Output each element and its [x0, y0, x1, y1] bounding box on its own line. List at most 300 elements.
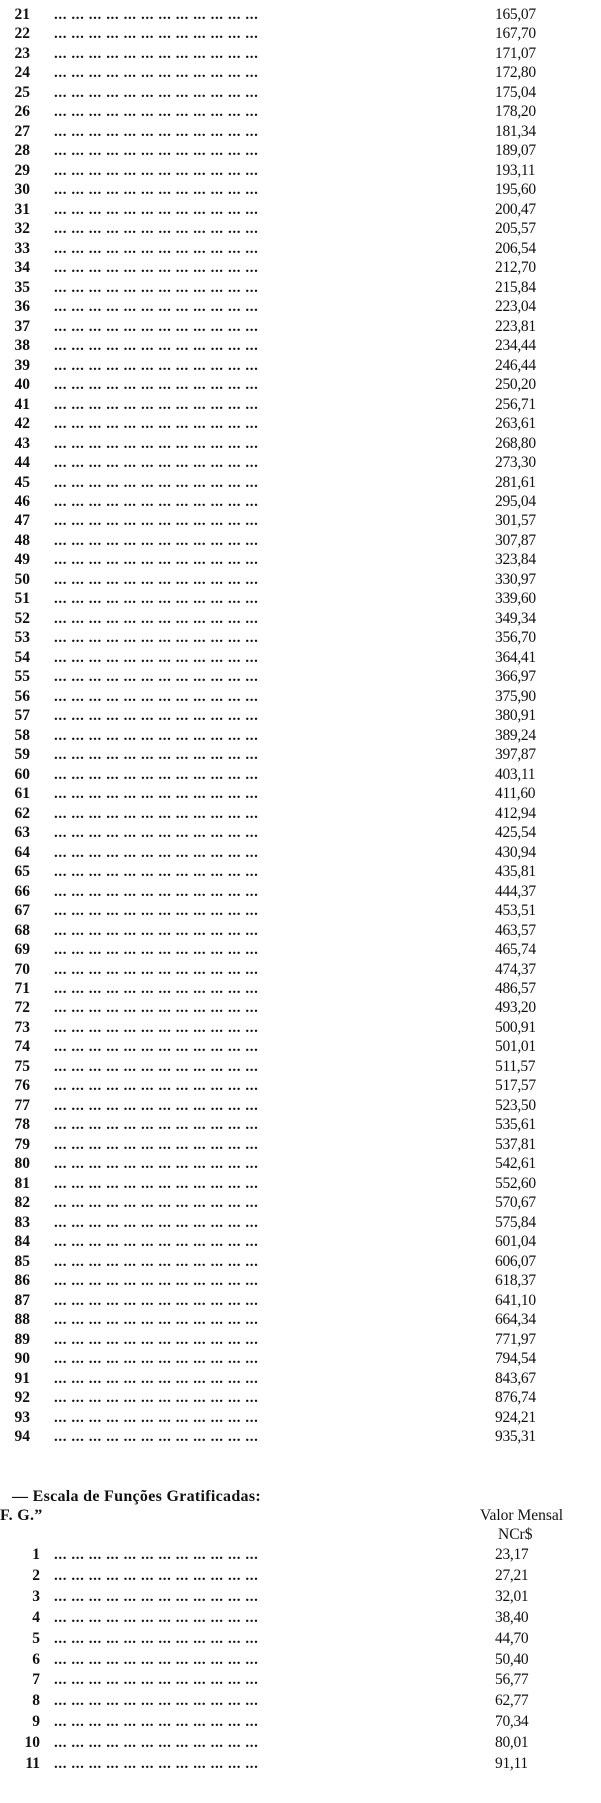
- table-row: [0, 454, 601, 472]
- table-row: [0, 922, 601, 940]
- row-value: 32,01: [495, 1587, 529, 1605]
- table-row: [0, 298, 601, 316]
- table-row: [0, 396, 601, 414]
- dot-leader: ... ... ... ... ... ... ... ... ... ... ... ...: [54, 688, 259, 705]
- row-value: 397,87: [495, 746, 536, 764]
- row-number: 79: [14, 1135, 30, 1153]
- row-value: 27,21: [495, 1566, 529, 1584]
- row-number: 58: [14, 726, 30, 744]
- dot-leader: ... ... ... ... ... ... ... ... ... ... ... ...: [54, 45, 259, 62]
- row-number: 90: [14, 1350, 30, 1368]
- dot-leader: ... ... ... ... ... ... ... ... ... ... ... ...: [54, 1693, 259, 1710]
- dot-leader: ... ... ... ... ... ... ... ... ... ... ... ...: [54, 1273, 259, 1290]
- row-value: 50,40: [495, 1650, 529, 1668]
- table-row: [0, 162, 601, 180]
- dot-leader: ... ... ... ... ... ... ... ... ... ... ... ...: [54, 338, 259, 355]
- dot-leader: ... ... ... ... ... ... ... ... ... ... ... ...: [54, 1351, 259, 1368]
- table-row: [0, 415, 601, 433]
- row-number: 86: [14, 1272, 30, 1290]
- row-value: 465,74: [495, 941, 536, 959]
- dot-leader: ... ... ... ... ... ... ... ... ... ... ... ...: [54, 396, 259, 413]
- table-row: [0, 1567, 601, 1585]
- row-value: 23,17: [495, 1546, 529, 1563]
- dot-leader: ... ... ... ... ... ... ... ... ... ... ... ...: [54, 143, 259, 160]
- row-value: 223,81: [495, 317, 536, 335]
- row-value: 523,50: [495, 1096, 536, 1114]
- table-row: [0, 435, 601, 453]
- table-row: [0, 746, 601, 764]
- row-number: 83: [14, 1213, 30, 1231]
- row-number: 10: [24, 1734, 40, 1752]
- dot-leader: ... ... ... ... ... ... ... ... ... ... ... ...: [54, 727, 259, 744]
- column-header-unit: NCr$: [498, 1526, 533, 1543]
- dot-leader: ... ... ... ... ... ... ... ... ... ... ... ...: [54, 1078, 259, 1095]
- row-value: 256,71: [495, 395, 536, 413]
- row-number: 73: [14, 1018, 30, 1036]
- row-value: 172,80: [495, 64, 536, 82]
- section-code: F. G.”: [0, 1507, 43, 1524]
- row-value: 444,37: [495, 882, 536, 900]
- dot-leader: ... ... ... ... ... ... ... ... ... ... ... ...: [54, 1292, 259, 1309]
- dot-leader: ... ... ... ... ... ... ... ... ... ... ... ...: [54, 766, 259, 783]
- row-value: 263,61: [495, 415, 536, 433]
- dot-leader: ... ... ... ... ... ... ... ... ... ... ... ...: [54, 279, 259, 296]
- row-number: 23: [14, 44, 30, 62]
- table-row: [0, 1292, 601, 1310]
- table-row: [0, 1038, 601, 1056]
- row-number: 1: [32, 1546, 40, 1563]
- table-row: [0, 1630, 601, 1648]
- dot-leader: ... ... ... ... ... ... ... ... ... ... ... ...: [54, 455, 259, 472]
- row-number: 71: [14, 980, 30, 997]
- dot-leader: ... ... ... ... ... ... ... ... ... ... ... ...: [54, 299, 259, 316]
- dot-leader: ... ... ... ... ... ... ... ... ... ... ... ...: [54, 1000, 259, 1017]
- column-header-value: Valor Mensal: [480, 1507, 564, 1524]
- table-row: [0, 727, 601, 745]
- table-row: [0, 668, 601, 686]
- table-row: [0, 1136, 601, 1154]
- dot-leader: ... ... ... ... ... ... ... ... ... ... ... ...: [54, 708, 259, 725]
- row-value: 664,34: [495, 1311, 536, 1329]
- dot-leader: ... ... ... ... ... ... ... ... ... ... ... ...: [54, 903, 259, 920]
- table-row: [0, 1713, 601, 1731]
- dot-leader: ... ... ... ... ... ... ... ... ... ... ... ...: [54, 1714, 259, 1731]
- row-value: 234,44: [495, 337, 536, 355]
- row-value: 295,04: [495, 493, 536, 510]
- table-row: [0, 1331, 601, 1349]
- row-value: 552,60: [495, 1174, 536, 1192]
- row-number: 94: [14, 1428, 30, 1446]
- row-value: 366,97: [495, 668, 536, 686]
- table-row: [0, 1194, 601, 1212]
- table-row: [0, 1370, 601, 1388]
- dot-leader: ... ... ... ... ... ... ... ... ... ... ... ...: [54, 1567, 259, 1584]
- row-value: 430,94: [495, 843, 536, 861]
- table-row: [0, 1609, 601, 1627]
- row-number: 78: [14, 1116, 30, 1134]
- table-row: [0, 201, 601, 219]
- row-number: 63: [14, 824, 30, 842]
- row-number: 50: [14, 570, 30, 588]
- dot-leader: ... ... ... ... ... ... ... ... ... ... ... ...: [54, 1630, 259, 1647]
- table-row: [0, 1214, 601, 1232]
- row-number: 59: [14, 746, 30, 764]
- dot-leader: ... ... ... ... ... ... ... ... ... ... ... ...: [54, 1214, 259, 1231]
- section-title: — Escala de Funções Gratificadas:: [12, 1488, 261, 1505]
- table-row: [0, 785, 601, 803]
- row-value: 246,44: [495, 356, 536, 374]
- dot-leader: ... ... ... ... ... ... ... ... ... ... ... ...: [54, 1312, 259, 1329]
- dot-leader: ... ... ... ... ... ... ... ... ... ... ... ...: [54, 104, 259, 121]
- table-row: [0, 1311, 601, 1329]
- dot-leader: ... ... ... ... ... ... ... ... ... ... ... ...: [54, 1672, 259, 1689]
- row-number: 2: [32, 1566, 40, 1584]
- dot-leader: ... ... ... ... ... ... ... ... ... ... ... ...: [54, 1234, 259, 1251]
- table-row: [0, 649, 601, 667]
- row-value: 537,81: [495, 1135, 536, 1153]
- dot-leader: ... ... ... ... ... ... ... ... ... ... ... ...: [54, 1756, 259, 1772]
- row-number: 30: [14, 181, 30, 199]
- row-value: 70,34: [495, 1713, 529, 1731]
- row-value: 606,07: [495, 1252, 536, 1270]
- row-number: 42: [14, 415, 30, 433]
- table-row: [0, 844, 601, 862]
- table-row: [0, 1116, 601, 1134]
- row-value: 389,24: [495, 726, 536, 744]
- table-row: [0, 941, 601, 959]
- table-row: [0, 688, 601, 706]
- row-value: 323,84: [495, 551, 536, 569]
- row-number: 87: [14, 1291, 30, 1309]
- dot-leader: ... ... ... ... ... ... ... ... ... ... ... ...: [54, 591, 259, 608]
- row-value: 474,37: [495, 960, 536, 978]
- row-value: 62,77: [495, 1692, 529, 1710]
- table-row: [0, 532, 601, 550]
- dot-leader: ... ... ... ... ... ... ... ... ... ... ... ...: [54, 377, 259, 394]
- row-value: 435,81: [495, 863, 536, 881]
- row-number: 34: [14, 259, 30, 277]
- row-number: 75: [14, 1057, 30, 1075]
- row-value: 511,57: [495, 1057, 536, 1075]
- table-row: [0, 64, 601, 82]
- row-number: 36: [14, 298, 30, 316]
- table-row: [0, 999, 601, 1017]
- table-row: [0, 123, 601, 141]
- row-value: 493,20: [495, 999, 536, 1017]
- table-row: [0, 337, 601, 355]
- table-row: [0, 1409, 601, 1427]
- dot-leader: ... ... ... ... ... ... ... ... ... ... ... ...: [54, 1097, 259, 1114]
- dot-leader: ... ... ... ... ... ... ... ... ... ... ... ...: [54, 1253, 259, 1270]
- table-row: [0, 103, 601, 121]
- row-number: 65: [14, 863, 30, 881]
- row-number: 67: [14, 902, 30, 920]
- dot-leader: ... ... ... ... ... ... ... ... ... ... ... ...: [54, 552, 259, 569]
- dot-leader: ... ... ... ... ... ... ... ... ... ... ... ...: [54, 825, 259, 842]
- dot-leader: ... ... ... ... ... ... ... ... ... ... ... ...: [54, 786, 259, 803]
- table-row: [0, 1058, 601, 1076]
- row-number: 76: [14, 1077, 30, 1095]
- table-row: [0, 1755, 601, 1773]
- table-row: [0, 571, 601, 589]
- row-value: 570,67: [495, 1194, 536, 1212]
- table-row: [0, 1077, 601, 1095]
- table-row: [0, 863, 601, 881]
- row-value: 193,11: [495, 161, 536, 179]
- table-row: [0, 493, 601, 511]
- table-row: [0, 1019, 601, 1037]
- table-row: [0, 629, 601, 647]
- row-value: 273,30: [495, 454, 536, 472]
- row-number: 49: [14, 551, 30, 569]
- dot-leader: ... ... ... ... ... ... ... ... ... ... ... ...: [54, 513, 259, 530]
- table-row: [0, 610, 601, 628]
- row-number: 5: [32, 1629, 40, 1647]
- table-row: [0, 181, 601, 199]
- row-value: 641,10: [495, 1291, 536, 1309]
- row-value: 165,07: [495, 6, 536, 23]
- dot-leader: ... ... ... ... ... ... ... ... ... ... ... ...: [54, 1019, 259, 1036]
- row-value: 601,04: [495, 1233, 536, 1251]
- row-number: 4: [32, 1608, 40, 1626]
- row-number: 82: [14, 1194, 30, 1212]
- row-value: 794,54: [495, 1350, 536, 1368]
- row-number: 61: [14, 785, 30, 803]
- row-value: 189,07: [495, 142, 536, 160]
- row-number: 74: [14, 1038, 30, 1056]
- table-row: [0, 1546, 601, 1564]
- dot-leader: ... ... ... ... ... ... ... ... ... ... ... ...: [54, 1609, 259, 1626]
- table-row: [0, 1651, 601, 1669]
- table-row: [0, 45, 601, 63]
- dot-leader: ... ... ... ... ... ... ... ... ... ... ... ...: [54, 669, 259, 686]
- row-number: 55: [14, 668, 30, 686]
- table-row: [0, 84, 601, 102]
- dot-leader: ... ... ... ... ... ... ... ... ... ... ... ...: [54, 747, 259, 764]
- row-value: 212,70: [495, 259, 536, 277]
- table-row: [0, 1588, 601, 1606]
- row-value: 38,40: [495, 1608, 529, 1626]
- row-number: 35: [14, 278, 30, 296]
- row-number: 70: [14, 960, 30, 978]
- table-row: [0, 1155, 601, 1173]
- dot-leader: ... ... ... ... ... ... ... ... ... ... ... ...: [54, 571, 259, 588]
- table-row: [0, 142, 601, 160]
- row-value: 171,07: [495, 44, 536, 62]
- row-number: 81: [14, 1174, 30, 1192]
- row-value: 175,04: [495, 83, 536, 101]
- table-row: [0, 474, 601, 492]
- dot-leader: ... ... ... ... ... ... ... ... ... ... ... ...: [54, 182, 259, 199]
- dot-leader: ... ... ... ... ... ... ... ... ... ... ... ...: [54, 1058, 259, 1075]
- row-number: 45: [14, 473, 30, 491]
- row-value: 876,74: [495, 1389, 536, 1407]
- table-row: [0, 1233, 601, 1251]
- dot-leader: ... ... ... ... ... ... ... ... ... ... ... ...: [54, 162, 259, 179]
- row-number: 72: [14, 999, 30, 1017]
- row-number: 38: [14, 337, 30, 355]
- row-value: 843,67: [495, 1369, 536, 1387]
- table-row: [0, 590, 601, 608]
- dot-leader: ... ... ... ... ... ... ... ... ... ... ... ...: [54, 1156, 259, 1173]
- dot-leader: ... ... ... ... ... ... ... ... ... ... ... ...: [54, 416, 259, 433]
- dot-leader: ... ... ... ... ... ... ... ... ... ... ... ...: [54, 532, 259, 549]
- row-number: 85: [14, 1252, 30, 1270]
- dot-leader: ... ... ... ... ... ... ... ... ... ... ... ...: [54, 435, 259, 452]
- row-value: 349,34: [495, 609, 536, 627]
- row-number: 27: [14, 122, 30, 140]
- dot-leader: ... ... ... ... ... ... ... ... ... ... ... ...: [54, 1390, 259, 1407]
- row-number: 53: [14, 629, 30, 647]
- row-value: 44,70: [495, 1629, 529, 1647]
- dot-leader: ... ... ... ... ... ... ... ... ... ... ... ...: [54, 649, 259, 666]
- table-row: [0, 1734, 601, 1752]
- table-row: [0, 1272, 601, 1290]
- dot-leader: ... ... ... ... ... ... ... ... ... ... ... ...: [54, 1039, 259, 1056]
- table-row: [0, 6, 601, 24]
- table-row: [0, 1671, 601, 1689]
- dot-leader: ... ... ... ... ... ... ... ... ... ... ... ...: [54, 1588, 259, 1605]
- row-number: 21: [14, 6, 30, 23]
- dot-leader: ... ... ... ... ... ... ... ... ... ... ... ...: [54, 1136, 259, 1153]
- dot-leader: ... ... ... ... ... ... ... ... ... ... ... ...: [54, 1370, 259, 1387]
- row-number: 80: [14, 1155, 30, 1173]
- dot-leader: ... ... ... ... ... ... ... ... ... ... ... ...: [54, 1175, 259, 1192]
- row-value: 486,57: [495, 980, 536, 997]
- dot-leader: ... ... ... ... ... ... ... ... ... ... ... ...: [54, 318, 259, 335]
- row-value: 463,57: [495, 921, 536, 939]
- row-number: 69: [14, 941, 30, 959]
- row-value: 339,60: [495, 590, 536, 608]
- dot-leader: ... ... ... ... ... ... ... ... ... ... ... ...: [54, 864, 259, 881]
- row-number: 46: [14, 493, 30, 510]
- row-number: 9: [32, 1713, 40, 1731]
- dot-leader: ... ... ... ... ... ... ... ... ... ... ... ...: [54, 942, 259, 959]
- row-number: 47: [14, 512, 30, 530]
- dot-leader: ... ... ... ... ... ... ... ... ... ... ... ...: [54, 1409, 259, 1426]
- row-number: 77: [14, 1096, 30, 1114]
- dot-leader: ... ... ... ... ... ... ... ... ... ... ... ...: [54, 494, 259, 510]
- row-number: 11: [25, 1755, 40, 1772]
- row-number: 39: [14, 356, 30, 374]
- row-number: 22: [14, 25, 30, 43]
- row-number: 51: [14, 590, 30, 608]
- table-row: [0, 1097, 601, 1115]
- dot-leader: ... ... ... ... ... ... ... ... ... ... ... ...: [54, 123, 259, 140]
- dot-leader: ... ... ... ... ... ... ... ... ... ... ... ...: [54, 26, 259, 43]
- table-row: [0, 824, 601, 842]
- dot-leader: ... ... ... ... ... ... ... ... ... ... ... ...: [54, 260, 259, 277]
- dot-leader: ... ... ... ... ... ... ... ... ... ... ... ...: [54, 7, 259, 23]
- table-row: [0, 883, 601, 901]
- row-value: 380,91: [495, 707, 536, 725]
- table-row: [0, 240, 601, 258]
- row-number: 62: [14, 804, 30, 822]
- row-value: 411,60: [495, 785, 536, 803]
- row-value: 178,20: [495, 103, 536, 121]
- table-row: [0, 551, 601, 569]
- dot-leader: ... ... ... ... ... ... ... ... ... ... ... ...: [54, 610, 259, 627]
- table-row: [0, 279, 601, 297]
- row-number: 33: [14, 239, 30, 257]
- dot-leader: ... ... ... ... ... ... ... ... ... ... ... ...: [54, 240, 259, 257]
- row-number: 3: [32, 1587, 40, 1605]
- row-value: 281,61: [495, 473, 536, 491]
- row-number: 56: [14, 687, 30, 705]
- table-row: [0, 1692, 601, 1710]
- row-value: 535,61: [495, 1116, 536, 1134]
- row-value: 364,41: [495, 648, 536, 666]
- row-value: 301,57: [495, 512, 536, 530]
- row-number: 29: [14, 161, 30, 179]
- row-value: 501,01: [495, 1038, 536, 1056]
- row-number: 25: [14, 83, 30, 101]
- dot-leader: ... ... ... ... ... ... ... ... ... ... ... ...: [54, 1429, 259, 1446]
- row-value: 542,61: [495, 1155, 536, 1173]
- row-number: 89: [14, 1330, 30, 1348]
- row-number: 48: [14, 531, 30, 549]
- row-value: 206,54: [495, 239, 536, 257]
- row-number: 32: [14, 220, 30, 238]
- dot-leader: ... ... ... ... ... ... ... ... ... ... ... ...: [54, 221, 259, 238]
- dot-leader: ... ... ... ... ... ... ... ... ... ... ... ...: [54, 1195, 259, 1212]
- table-row: [0, 1253, 601, 1271]
- table-row: [0, 707, 601, 725]
- row-number: 91: [14, 1369, 30, 1387]
- table-row: [0, 376, 601, 394]
- row-value: 935,31: [495, 1428, 536, 1446]
- row-number: 43: [14, 434, 30, 452]
- row-value: 91,11: [495, 1755, 528, 1772]
- table-row: [0, 25, 601, 43]
- row-value: 215,84: [495, 278, 536, 296]
- row-value: 250,20: [495, 376, 536, 394]
- dot-leader: ... ... ... ... ... ... ... ... ... ... ... ...: [54, 474, 259, 491]
- dot-leader: ... ... ... ... ... ... ... ... ... ... ... ...: [54, 65, 259, 82]
- table-row: [0, 902, 601, 920]
- dot-leader: ... ... ... ... ... ... ... ... ... ... ... ...: [54, 922, 259, 939]
- dot-leader: ... ... ... ... ... ... ... ... ... ... ... ...: [54, 630, 259, 647]
- dot-leader: ... ... ... ... ... ... ... ... ... ... ... ...: [54, 357, 259, 374]
- dot-leader: ... ... ... ... ... ... ... ... ... ... ... ...: [54, 883, 259, 900]
- row-value: 330,97: [495, 570, 536, 588]
- row-number: 24: [14, 64, 30, 82]
- table-row: [0, 766, 601, 784]
- row-value: 771,97: [495, 1330, 536, 1348]
- table-row: [0, 357, 601, 375]
- table-row: [0, 220, 601, 238]
- row-number: 88: [14, 1311, 30, 1329]
- row-number: 6: [32, 1650, 40, 1668]
- row-number: 66: [14, 882, 30, 900]
- row-value: 425,54: [495, 824, 536, 842]
- table-row: [0, 961, 601, 979]
- dot-leader: ... ... ... ... ... ... ... ... ... ... ... ...: [54, 1547, 259, 1563]
- row-number: 92: [14, 1389, 30, 1407]
- row-value: 375,90: [495, 687, 536, 705]
- table-row: [0, 1389, 601, 1407]
- table-row: [0, 318, 601, 336]
- table-row: [0, 259, 601, 277]
- row-value: 181,34: [495, 122, 536, 140]
- row-value: 167,70: [495, 25, 536, 43]
- dot-leader: ... ... ... ... ... ... ... ... ... ... ... ...: [54, 844, 259, 861]
- row-value: 268,80: [495, 434, 536, 452]
- dot-leader: ... ... ... ... ... ... ... ... ... ... ... ...: [54, 201, 259, 218]
- row-value: 56,77: [495, 1671, 529, 1689]
- row-number: 64: [14, 843, 30, 861]
- dot-leader: ... ... ... ... ... ... ... ... ... ... ... ...: [54, 981, 259, 997]
